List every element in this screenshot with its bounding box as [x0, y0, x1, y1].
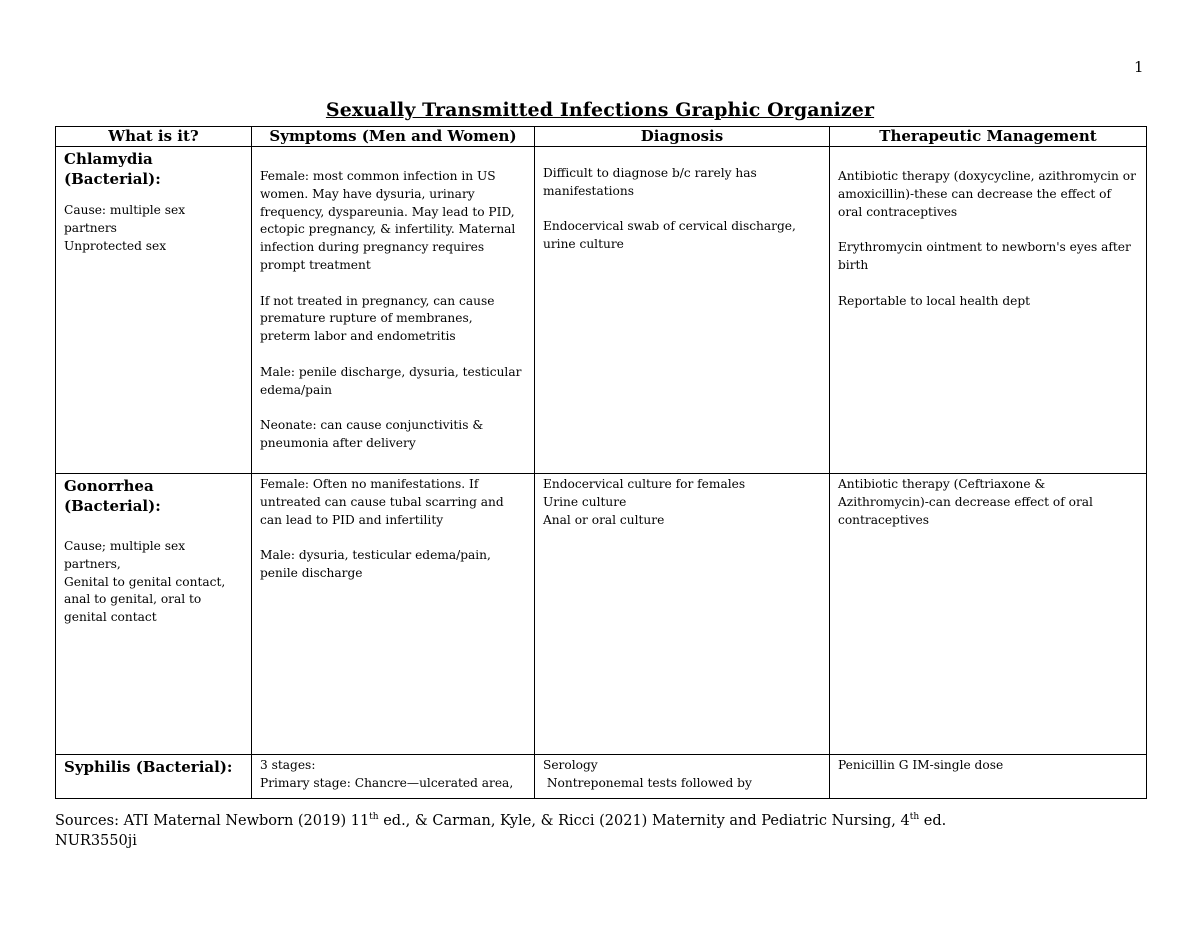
- management-paragraph: Antibiotic therapy (Ceftriaxone & Azithromycin)-can decrease effect of oral contraceptives: [838, 477, 1093, 527]
- cell-what-is-it: [56, 474, 252, 755]
- sources-text: Sources: ATI Maternal Newborn (2019) 11: [55, 813, 370, 829]
- table-row-chlamydia: [56, 147, 1147, 474]
- diagnosis-paragraph: Difficult to diagnose b/c rarely has manifestations: [543, 166, 757, 198]
- symptom-paragraph: Male: dysuria, testicular edema/pain, penile discharge: [260, 548, 491, 580]
- cell-what-is-it: [56, 755, 252, 799]
- management-line: Penicillin G IM-single dose: [838, 758, 1004, 772]
- disease-type: (Bacterial):: [64, 497, 161, 515]
- disease-name: Gonorrhea: [64, 477, 154, 495]
- diagnosis-paragraph: Endocervical swab of cervical discharge, urine culture: [543, 219, 796, 252]
- cause-line: Genital to genital contact,: [64, 574, 226, 589]
- page-number: 1: [1134, 58, 1144, 76]
- cell-management: [830, 755, 1147, 799]
- table-row-gonorrhea: [56, 474, 1147, 755]
- header-diagnosis: Diagnosis: [535, 127, 830, 147]
- course-id: NUR3550ji: [55, 833, 137, 849]
- header-what-is-it: What is it?: [56, 127, 252, 147]
- symptom-paragraph: Neonate: can cause conjunctivitis & pneumonia after delivery: [260, 418, 484, 450]
- cell-diagnosis: [535, 147, 830, 474]
- header-symptoms: Symptoms (Men and Women): [252, 127, 535, 147]
- diagnosis-line: Anal or oral culture: [543, 512, 665, 527]
- cell-diagnosis: [535, 474, 830, 755]
- cause-line: genital contact: [64, 610, 157, 625]
- cell-symptoms: [252, 474, 535, 755]
- cause-line: Unprotected sex: [64, 238, 167, 253]
- symptom-paragraph: Male: penile discharge, dysuria, testicular edema/pain: [260, 364, 522, 397]
- header-row: [56, 127, 1147, 147]
- sources-text: ed.: [919, 813, 947, 829]
- management-paragraph: Antibiotic therapy (doxycycline, azithromycin or amoxicillin)-these can decrease the effect of oral contraceptives: [838, 169, 1136, 219]
- cause-line: Cause; multiple sex: [64, 539, 186, 553]
- symptom-line: 3 stages:: [260, 758, 316, 772]
- cell-symptoms: [252, 755, 535, 799]
- symptom-paragraph: Female: Often no manifestations. If untreated can cause tubal scarring and can lead to PID and infertility: [260, 477, 504, 527]
- document-title: Sexually Transmitted Infections Graphic Organizer: [325, 99, 875, 121]
- sources-citation: [55, 811, 946, 831]
- cell-management: [830, 147, 1147, 474]
- cause-line: Cause: multiple sex: [64, 203, 186, 217]
- ordinal-suffix: th: [909, 812, 920, 823]
- disease-name: Syphilis (Bacterial):: [64, 758, 233, 776]
- header-management: Therapeutic Management: [830, 127, 1147, 147]
- diagnosis-line: Serology: [543, 758, 598, 772]
- management-paragraph: Reportable to local health dept: [838, 293, 1031, 308]
- cause-line: partners: [64, 220, 117, 235]
- symptom-paragraph: Female: most common infection in US women. May have dysuria, urinary frequency, dyspareunia. May lead to PID, ectopic pregnancy, & infertility. Maternal infection during pregnancy requires prompt treatment: [260, 169, 516, 272]
- cause-line: anal to genital, oral to: [64, 592, 202, 607]
- cell-management: [830, 474, 1147, 755]
- diagnosis-line: Urine culture: [543, 494, 627, 509]
- diagnosis-line: Endocervical culture for females: [543, 477, 746, 491]
- disease-type: (Bacterial):: [64, 170, 161, 188]
- sources-text: ed., & Carman, Kyle, & Ricci (2021) Maternity and Pediatric Nursing, 4: [378, 813, 910, 829]
- symptom-line: Primary stage: Chancre—ulcerated area,: [260, 775, 514, 790]
- table-row-syphilis: [56, 755, 1147, 799]
- organizer-table: [55, 126, 1147, 799]
- cell-diagnosis: [535, 755, 830, 799]
- diagnosis-line: Nontreponemal tests followed by: [543, 775, 752, 790]
- cell-what-is-it: [56, 147, 252, 474]
- disease-name: Chlamydia: [64, 150, 153, 168]
- ordinal-suffix: th: [369, 812, 379, 823]
- cause-line: partners,: [64, 556, 121, 571]
- management-paragraph: Erythromycin ointment to newborn's eyes after birth: [838, 240, 1131, 272]
- symptom-paragraph: If not treated in pregnancy, can cause premature rupture of membranes, preterm labor and endometritis: [260, 293, 495, 344]
- cell-symptoms: [252, 147, 535, 474]
